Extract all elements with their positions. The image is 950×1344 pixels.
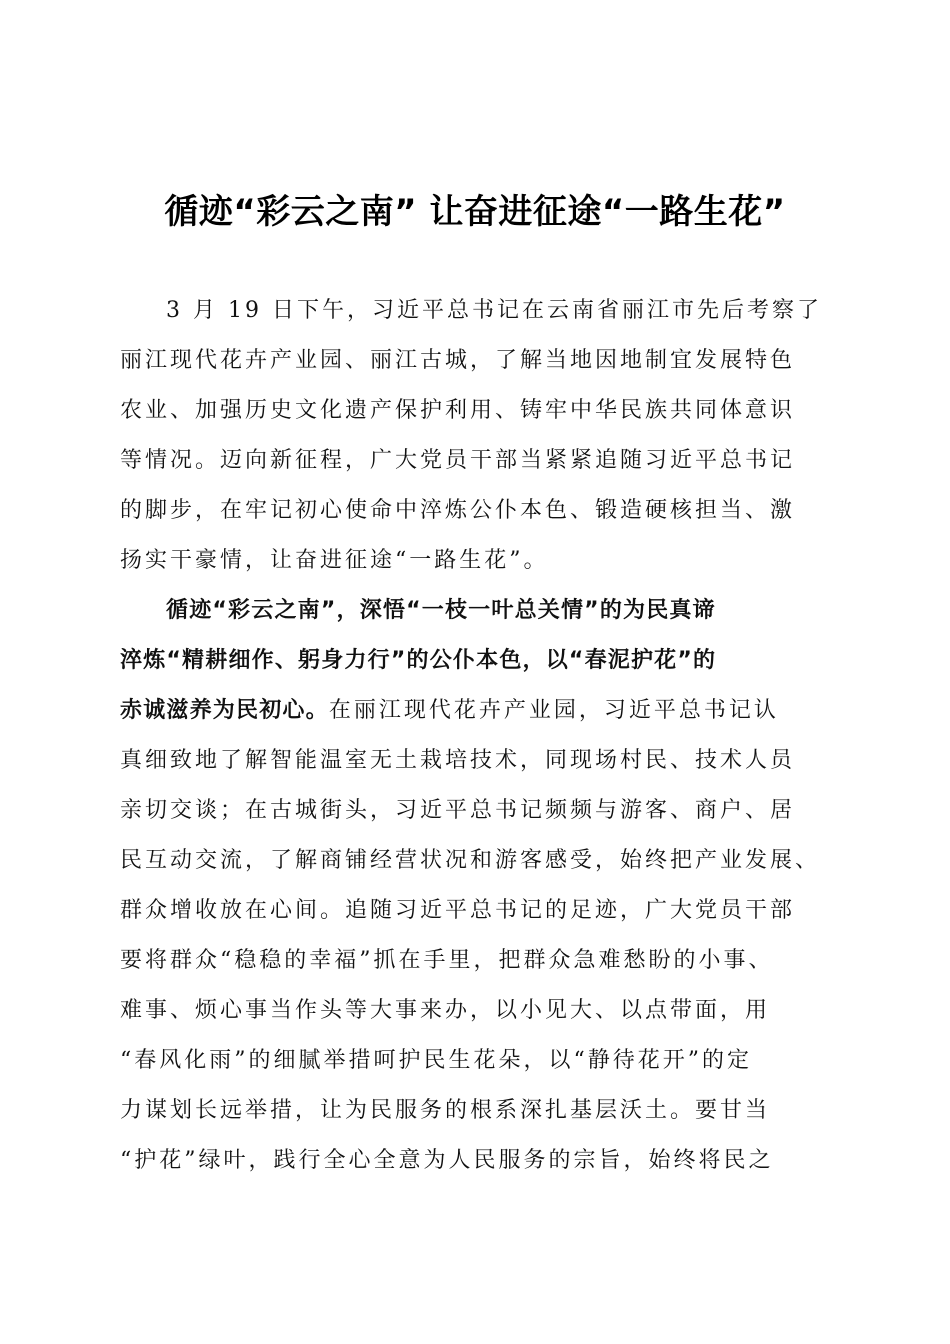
document-title: 循迹“彩云之南” 让奋进征途“一路生花” (164, 192, 786, 232)
paragraph-2-bold-line-2: 淬炼“精耕细作、躬身力行”的公仆本色，以“春泥护花”的 (120, 648, 717, 673)
paragraph-2-line-10: “春风化雨”的细腻举措呵护民生花朵，以“静待花开”的定 (120, 1048, 752, 1073)
paragraph-1-line-1: 3 月 19 日下午，习近平总书记在云南省丽江市先后考察了 (166, 298, 822, 323)
paragraph-2-bold-line-1: 循迹“彩云之南”，深悟“一枝一叶总关情”的为民真谛 (166, 598, 716, 623)
paragraph-2-line-4: 真细致地了解智能温室无土栽培技术，同现场村民、技术人员 (120, 748, 796, 773)
paragraph-1-line-2: 丽江现代花卉产业园、丽江古城，了解当地因地制宜发展特色 (120, 348, 796, 373)
paragraph-2-line-12: “护花”绿叶，践行全心全意为人民服务的宗旨，始终将民之 (120, 1148, 774, 1173)
paragraph-2-line-3 (120, 693, 779, 729)
paragraph-1-line-5: 的脚步，在牢记初心使命中淬炼公仆本色、锻造硬核担当、激 (120, 498, 796, 523)
paragraph-2-line-6: 民互动交流，了解商铺经营状况和游客感受，始终把产业发展、 (120, 848, 821, 873)
paragraph-2-line-9: 难事、烦心事当作头等大事来办，以小见大、以点带面，用 (120, 998, 771, 1023)
paragraph-1-line-3: 农业、加强历史文化遗产保护利用、铸牢中华民族共同体意识 (120, 398, 796, 423)
paragraph-2-line-7: 群众增收放在心间。追随习近平总书记的足迹，广大党员干部 (120, 898, 796, 923)
paragraph-2-bold-run: 赤诚滋养为民初心。 (120, 698, 329, 723)
paragraph-1-line-6: 扬实干豪情，让奋进征途“一路生花”。 (120, 548, 549, 573)
paragraph-1-line-4: 等情况。迈向新征程，广大党员干部当紧紧追随习近平总书记 (120, 448, 796, 473)
paragraph-2-line-5: 亲切交谈；在古城街头，习近平总书记频频与游客、商户、居 (120, 798, 796, 823)
paragraph-2-line-8: 要将群众“稳稳的幸福”抓在手里，把群众急难愁盼的小事、 (120, 948, 774, 973)
paragraph-2-plain-run: 在丽江现代花卉产业园，习近平总书记认 (328, 698, 779, 723)
paragraph-2-line-11: 力谋划长远举措，让为民服务的根系深扎基层沃土。要甘当 (120, 1098, 771, 1123)
